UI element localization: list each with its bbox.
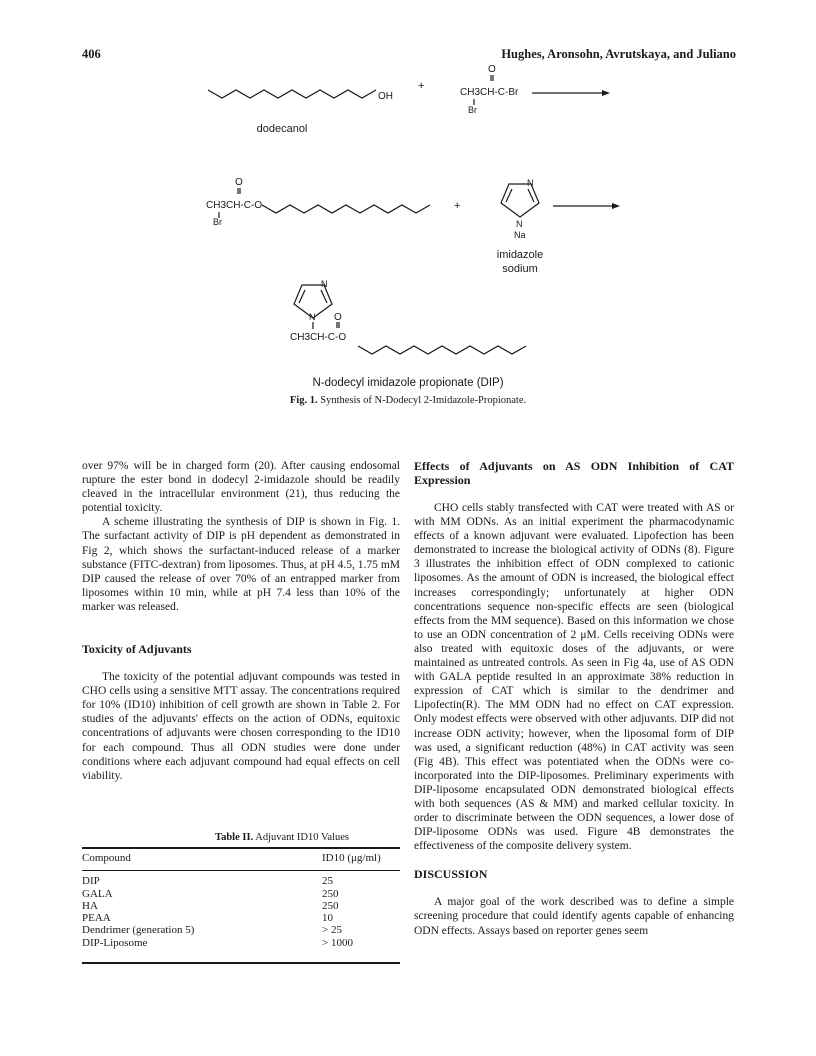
table-row (82, 912, 400, 924)
table-cell-value: > 1000 (322, 936, 353, 949)
table-caption-label: Table II. (215, 832, 254, 843)
table-cell-compound: DIP (82, 875, 100, 888)
dodecanol-label: dodecanol (256, 123, 308, 135)
figure-caption-text: Synthesis of N-Dodecyl 2-Imidazole-Propionate. (320, 395, 527, 406)
table-cell-compound: DIP-Liposome (82, 936, 148, 949)
table-ii (82, 852, 400, 949)
table-cell-value: 10 (322, 912, 333, 925)
sodium-name-label: sodium (502, 263, 538, 275)
table-row (82, 937, 400, 949)
figure-1 (0, 60, 816, 405)
product-nitrogen-top: N (321, 279, 328, 289)
left-column (82, 459, 400, 783)
table-top-rule (82, 847, 400, 849)
product-nitrogen-bottom: N (309, 312, 316, 322)
section-heading-toxicity: Toxicity of Adjuvants (82, 642, 192, 657)
left-paragraph-2: A scheme illustrating the synthesis of DIP is shown in Fig. 1. The surfactant activity of DIP is pH dependent as demonstrated in Fig 2, which shows the surfactant-induced release of a marker substance (FITC-dextran) from liposomes. Thus, at pH 4.5, 1.75 mM DIP caused the release of over 70% of an entrapped marker from liposomes within 10 min, while at pH 7.4 less than 10% of the marker was released. (82, 516, 400, 613)
table-cell-value: 25 (322, 875, 333, 888)
intermediate-chain (262, 205, 430, 213)
imidazole-nitrogen-top: N (527, 178, 534, 188)
table-cell-value: 250 (322, 899, 339, 912)
imidazole-label: imidazole (496, 249, 544, 261)
imidazole-nitrogen-bottom: N (516, 219, 523, 229)
table-cell-value: > 25 (322, 924, 342, 937)
table-cell-value: 250 (322, 887, 339, 900)
reagent-formula: CH3CH-C-Br (460, 87, 519, 98)
right-paragraph-2: A major goal of the work described was to define a simple screening procedure that could identify agents capable of enhancing ODN effects. Assays based on reporter genes seem (414, 896, 734, 937)
plus-sign-1: + (418, 80, 425, 92)
table-header-id10: ID10 (μg/ml) (322, 852, 381, 864)
intermediate-formula: CH3CH-C-O (206, 200, 263, 211)
table-caption-text: Adjuvant ID10 Values (255, 832, 349, 843)
reagent-bromine: Br (468, 105, 477, 115)
table-cell-compound: HA (82, 899, 98, 912)
reagent-oxygen: O (488, 64, 496, 75)
right-column (414, 459, 734, 938)
left-paragraph-3: The toxicity of the potential adjuvant compounds was tested in CHO cells using a sensitive MTT assay. The concentrations required for 10% (ID10) inhibition of cell growth are shown in Table 2. For studies of the adjuvants' effects on the action of ODNs, equitoxic concentrations of adjuvants were chosen corresponding to the ID10 for each compound. Thus all ODN studies were done under conditions where each adjuvant compound had equal effects on cell viability. (82, 671, 400, 782)
table-bottom-rule (82, 962, 400, 964)
table-row (82, 924, 400, 936)
right-paragraph-1: CHO cells stably transfected with CAT were treated with AS or with MM ODNs. As an initial experiment the pharmacodynamic effects of a known adjuvant were evaluated. Lipofection has been demonstrated to increase the biological activity of ODNs (8). Figure 3 illustrates the inhibition effect of ODN complexed to cationic liposomes. As the amount of ODN is increased, the biological effect increases correspondingly; unfortunately at higher ODN concentrations sequence non-specific effects are seen (biological effects from the MM sequence). Based on this information we chose to use an ODN concentration of 2 μM. Cells receiving ODNs were also treated with equitoxic doses of the adjuvants, or were maintained as untreated controls. As seen in Fig 4a, use of AS ODN with GALA peptide resulted in an approximate 38% reduction in expression of CAT which is similar to the dendrimer and Lipofectin(R). The MM ODN had no effect on CAT expression. Only modest effects were observed with other adjuvants. DIP did not increase ODN activity; however, when the liposomal form of DIP was used, a significant reduction (48%) in CAT activity was seen (Fig 4B). This effect was potentiated when the ODNs were co-incorporated into the DIP-liposomes. Preliminary experiments with DIP-liposome encapsulated ODN demonstrated biological effects with both sequences (AS & MM) and marked cellular toxicity. In order to discriminate between the ODN sequences, a lower dose of DIP-liposome ODNs was used. Figure 4B demonstrates the effectiveness of the composite delivery system. (414, 502, 734, 853)
table-caption (162, 832, 402, 843)
plus-sign-2: + (454, 200, 461, 212)
table-row (82, 900, 400, 912)
figure-caption (0, 395, 816, 406)
intermediate-oxygen: O (235, 177, 243, 188)
left-paragraph-1: over 97% will be in charged form (20). After causing endosomal rupture the ester bond in dodecyl 2-imidazole should be readily cleaved in the intracellular environment (21), thus reducing the potential toxicity. (82, 460, 400, 515)
table-header-compound: Compound (82, 852, 131, 864)
table-row (82, 888, 400, 900)
table-cell-compound: Dendrimer (generation 5) (82, 924, 195, 937)
table-cell-compound: GALA (82, 887, 113, 900)
table-cell-compound: PEAA (82, 912, 111, 925)
table-header-row (82, 852, 400, 871)
sodium-label: Na (514, 230, 526, 240)
product-formula: CH3CH-C-O (290, 332, 347, 343)
section-heading-discussion: DISCUSSION (414, 867, 488, 882)
figure-caption-label: Fig. 1. (289, 395, 318, 406)
page-number: 406 (82, 47, 101, 61)
hydroxyl-label: OH (378, 91, 393, 102)
table-row (82, 875, 400, 887)
dodecanol-chain (208, 90, 376, 98)
adjuvant-table (82, 852, 400, 949)
reaction-scheme-drawing (0, 60, 816, 405)
product-name-label: N-dodecyl imidazole propionate (DIP) (312, 377, 504, 389)
section-heading-effects: Effects of Adjuvants on AS ODN Inhibition of CAT Expression (414, 459, 734, 487)
running-header-authors: Hughes, Aronsohn, Avrutskaya, and Juliano (501, 47, 736, 61)
product-chain (358, 346, 526, 354)
product-oxygen: O (334, 312, 342, 323)
intermediate-bromine: Br (213, 217, 222, 227)
